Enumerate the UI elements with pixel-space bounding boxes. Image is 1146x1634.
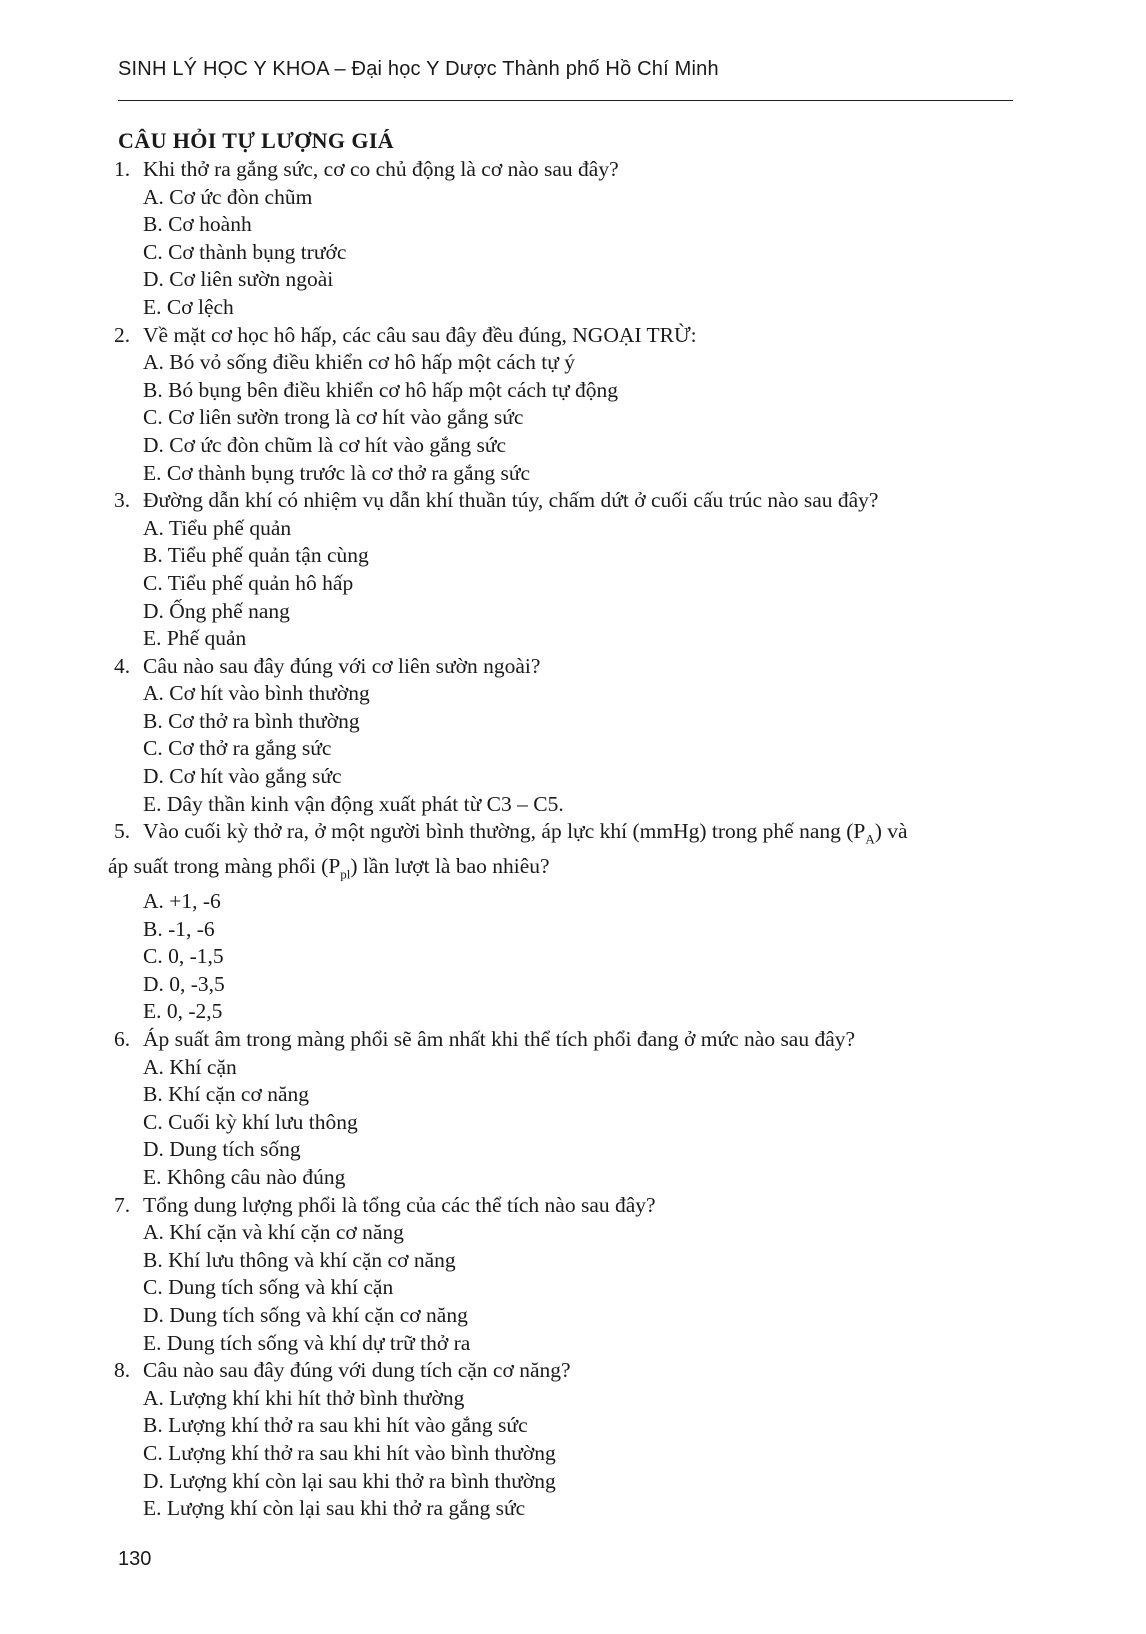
question-text: Khi thở ra gắng sức, cơ co chủ động là cơ nào sau đây? [143, 157, 619, 181]
option: A. Cơ hít vào bình thường [143, 681, 370, 706]
question-list [108, 156, 1014, 1523]
subscript: A [865, 831, 875, 847]
option: B. Bó bụng bên điều khiển cơ hô hấp một cách tự động [143, 377, 619, 402]
header-rule [118, 100, 1013, 101]
option: C. Tiểu phế quản hô hấp [143, 570, 354, 595]
question-number: 8. [114, 1358, 131, 1383]
section-title: CÂU HỎI TỰ LƯỢNG GIÁ [118, 128, 395, 153]
option: B. Cơ thở ra bình thường [143, 708, 360, 733]
option: A. Cơ ức đòn chũm [143, 184, 313, 209]
option: D. Dung tích sống [143, 1137, 301, 1162]
option: A. Tiểu phế quản [143, 515, 292, 540]
option: A. Lượng khí khi hít thở bình thường [143, 1385, 465, 1410]
question-text: Về mặt cơ học hô hấp, các câu sau đây đều đúng, NGOẠI TRỪ: [143, 322, 697, 347]
question [114, 1192, 1014, 1358]
option: A. Khí cặn [143, 1054, 237, 1079]
option: D. Cơ hít vào gắng sức [143, 764, 342, 789]
option: C. Lượng khí thở ra sau khi hít vào bình thường [143, 1440, 556, 1465]
option: A. Khí cặn và khí cặn cơ năng [143, 1220, 404, 1245]
question-text: Tổng dung lượng phổi là tổng của các thể tích nào sau đây? [143, 1192, 656, 1217]
option: B. Khí cặn cơ năng [143, 1082, 310, 1107]
question [114, 1026, 1014, 1192]
question-text: Câu nào sau đây đúng với cơ liên sườn ngoài? [143, 653, 541, 678]
option: D. Cơ ức đòn chũm là cơ hít vào gắng sức [143, 432, 507, 457]
option: E. 0, -2,5 [143, 999, 223, 1024]
option: B. Cơ hoành [143, 212, 252, 237]
option: E. Cơ lệch [143, 294, 234, 319]
option: B. Lượng khí thở ra sau khi hít vào gắng sức [143, 1413, 528, 1438]
question-number: 1. [114, 157, 131, 181]
question-text-cont: ) lần lượt là bao nhiêu? [350, 854, 550, 879]
question [114, 653, 1014, 819]
subscript: pl [340, 866, 351, 882]
question [114, 156, 1014, 322]
option: E. Dung tích sống và khí dự trữ thở ra [143, 1330, 471, 1355]
option: C. Cơ thở ra gắng sức [143, 736, 332, 761]
option: B. -1, -6 [143, 916, 215, 941]
option: A. +1, -6 [143, 889, 221, 914]
option: E. Cơ thành bụng trước là cơ thở ra gắng sức [143, 460, 531, 485]
question-number: 6. [114, 1027, 131, 1051]
question [114, 487, 1014, 653]
question-text: Câu nào sau đây đúng với dung tích cặn cơ năng? [143, 1358, 571, 1383]
option: E. Dây thần kinh vận động xuất phát từ C3 – C5. [143, 791, 564, 816]
question [108, 818, 1014, 1026]
question-text: Áp suất âm trong màng phổi sẽ âm nhất khi thể tích phổi đang ở mức nào sau đây? [143, 1027, 856, 1051]
question [114, 322, 1014, 488]
question-number: 4. [114, 653, 131, 678]
option: D. Ống phế nang [143, 598, 290, 623]
option: C. Cuối kỳ khí lưu thông [143, 1109, 358, 1134]
option: E. Không câu nào đúng [143, 1164, 346, 1189]
option: C. Cơ liên sườn trong là cơ hít vào gắng sức [143, 405, 524, 430]
question-text: Vào cuối kỳ thở ra, ở một người bình thường, áp lực khí (mmHg) trong phế nang (P [143, 819, 866, 844]
option: E. Lượng khí còn lại sau khi thở ra gắng sức [143, 1496, 526, 1521]
option: C. Cơ thành bụng trước [143, 239, 347, 264]
question-number: 7. [114, 1192, 131, 1217]
question-text-cont: ) và [874, 819, 908, 844]
question [114, 1357, 1014, 1523]
option: D. 0, -3,5 [143, 971, 225, 996]
option: D. Lượng khí còn lại sau khi thở ra bình thường [143, 1468, 556, 1493]
option: D. Dung tích sống và khí cặn cơ năng [143, 1302, 468, 1327]
option: C. Dung tích sống và khí cặn [143, 1275, 394, 1300]
option: B. Khí lưu thông và khí cặn cơ năng [143, 1247, 456, 1272]
question-text: Đường dẫn khí có nhiệm vụ dẫn khí thuần túy, chấm dứt ở cuối cấu trúc nào sau đây? [143, 488, 879, 513]
question-number: 5. [114, 819, 131, 844]
option: A. Bó vỏ sống điều khiển cơ hô hấp một cách tự ý [143, 350, 576, 375]
running-header: SINH LÝ HỌC Y KHOA – Đại học Y Dược Thành phố Hồ Chí Minh [118, 58, 719, 80]
question-number: 2. [114, 322, 131, 347]
option: D. Cơ liên sườn ngoài [143, 267, 334, 292]
option: C. 0, -1,5 [143, 944, 224, 969]
question-text-cont: áp suất trong màng phổi (P [108, 854, 341, 879]
option: B. Tiểu phế quản tận cùng [143, 543, 369, 568]
question-number: 3. [114, 488, 131, 513]
page-number: 130 [118, 1548, 152, 1570]
option: E. Phế quản [143, 626, 247, 651]
